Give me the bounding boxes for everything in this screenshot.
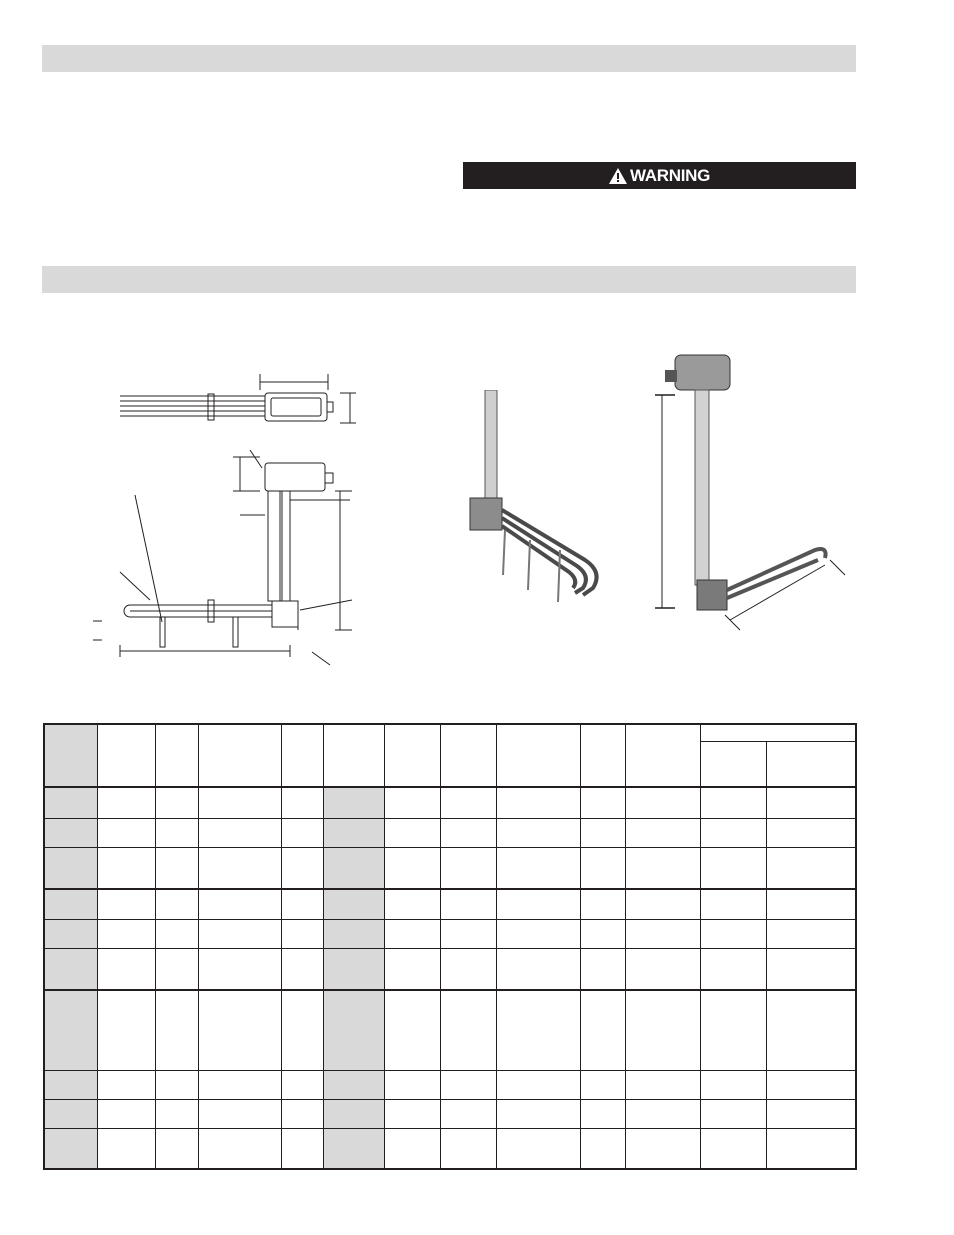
table-cell: [700, 818, 766, 847]
over-the-side-heater-dimension-drawing: [90, 360, 365, 670]
table-cell: [281, 1128, 323, 1169]
table-header-cell: [384, 724, 440, 787]
section-header-bar-top: [42, 45, 856, 72]
table-cell: [580, 990, 625, 1070]
table-cell: [323, 990, 384, 1070]
table-cell: [198, 1128, 281, 1169]
table-cell: [580, 1128, 625, 1169]
table-cell: [440, 787, 496, 818]
l-shaped-heater-photo: [465, 390, 615, 615]
table-cell: [44, 948, 97, 990]
table-row: [44, 990, 856, 1070]
table-cell: [198, 948, 281, 990]
table-cell: [323, 818, 384, 847]
table-cell: [323, 948, 384, 990]
table-cell: [766, 847, 856, 889]
table-cell: [496, 847, 580, 889]
table-cell: [281, 948, 323, 990]
table-cell: [625, 847, 700, 889]
table-cell: [97, 1128, 155, 1169]
table-cell: [155, 847, 198, 889]
table-header-cell: [625, 724, 700, 787]
table-header-row: [44, 724, 856, 741]
l-shaped-heater-with-terminal-box-photo: [640, 350, 855, 635]
table-cell: [440, 948, 496, 990]
table-cell: [44, 889, 97, 919]
table-row: [44, 1128, 856, 1169]
table-cell: [496, 889, 580, 919]
table-cell: [44, 919, 97, 948]
table-cell: [580, 818, 625, 847]
section-header-bar-middle: [42, 266, 856, 293]
warning-label: WARNING: [629, 165, 711, 185]
table-cell: [198, 1070, 281, 1099]
table-cell: [700, 1128, 766, 1169]
table-cell: [323, 1099, 384, 1128]
table-header-cell: [323, 724, 384, 787]
table-cell: [440, 919, 496, 948]
table-cell: [198, 919, 281, 948]
table-cell: [625, 919, 700, 948]
table-cell: [323, 787, 384, 818]
table-cell: [580, 948, 625, 990]
table-header-cell: [440, 724, 496, 787]
table-cell: [496, 787, 580, 818]
table-cell: [44, 1128, 97, 1169]
table-header-cell: [580, 724, 625, 787]
table-cell: [323, 919, 384, 948]
table-cell: [766, 818, 856, 847]
table-row: [44, 1099, 856, 1128]
table-cell: [44, 847, 97, 889]
table-cell: [440, 818, 496, 847]
table-cell: [97, 1099, 155, 1128]
table-cell: [766, 990, 856, 1070]
table-cell: [496, 990, 580, 1070]
table-cell: [496, 818, 580, 847]
table-header-cell: [496, 724, 580, 787]
table-header-cell: [44, 724, 97, 787]
table-cell: [580, 787, 625, 818]
table-cell: [44, 787, 97, 818]
table-cell: [281, 1099, 323, 1128]
table-row: [44, 919, 856, 948]
table-cell: [323, 1070, 384, 1099]
table-cell: [323, 847, 384, 889]
table-cell: [384, 1099, 440, 1128]
table-cell: [384, 1070, 440, 1099]
table-cell: [580, 847, 625, 889]
table-row: [44, 1070, 856, 1099]
table-cell: [700, 990, 766, 1070]
table-cell: [97, 990, 155, 1070]
table-cell: [440, 1070, 496, 1099]
table-cell: [155, 990, 198, 1070]
table-cell: [625, 1099, 700, 1128]
table-row: [44, 889, 856, 919]
table-cell: [155, 919, 198, 948]
table-cell: [700, 889, 766, 919]
table-header-cell: [700, 724, 856, 741]
table-cell: [97, 919, 155, 948]
table-cell: [97, 847, 155, 889]
table-cell: [281, 889, 323, 919]
table-cell: [384, 919, 440, 948]
table-cell: [496, 1070, 580, 1099]
table-header-cell: [97, 724, 155, 787]
table-cell: [625, 948, 700, 990]
table-header-cell: [766, 741, 856, 787]
table-cell: [198, 847, 281, 889]
table-cell: [281, 990, 323, 1070]
table-cell: [384, 818, 440, 847]
table-cell: [97, 787, 155, 818]
table-cell: [625, 1128, 700, 1169]
warning-triangle-icon: [609, 168, 627, 184]
table-cell: [155, 787, 198, 818]
table-cell: [198, 1099, 281, 1128]
table-cell: [198, 889, 281, 919]
table-cell: [155, 889, 198, 919]
table-cell: [384, 990, 440, 1070]
table-header-cell: [700, 741, 766, 787]
table-cell: [766, 919, 856, 948]
table-cell: [198, 787, 281, 818]
table-cell: [766, 1099, 856, 1128]
table-cell: [625, 990, 700, 1070]
specification-table: [43, 723, 857, 1170]
table-cell: [44, 1099, 97, 1128]
table-cell: [97, 1070, 155, 1099]
table-cell: [323, 1128, 384, 1169]
table-cell: [97, 948, 155, 990]
table-cell: [384, 889, 440, 919]
table-row: [44, 818, 856, 847]
table-cell: [440, 847, 496, 889]
table-cell: [440, 889, 496, 919]
table-cell: [580, 889, 625, 919]
table-cell: [384, 847, 440, 889]
table-cell: [766, 1070, 856, 1099]
table-cell: [440, 990, 496, 1070]
table-cell: [766, 1128, 856, 1169]
table-cell: [97, 818, 155, 847]
table-cell: [625, 1070, 700, 1099]
table-cell: [580, 919, 625, 948]
table-cell: [700, 787, 766, 818]
table-cell: [700, 1099, 766, 1128]
table-cell: [580, 1070, 625, 1099]
table-cell: [700, 847, 766, 889]
table-cell: [700, 919, 766, 948]
table-cell: [496, 1128, 580, 1169]
table-row: [44, 787, 856, 818]
table-row: [44, 948, 856, 990]
table-cell: [155, 948, 198, 990]
table-cell: [496, 919, 580, 948]
table-cell: [625, 889, 700, 919]
table-cell: [281, 919, 323, 948]
table-cell: [766, 787, 856, 818]
table-cell: [281, 1070, 323, 1099]
table-cell: [44, 818, 97, 847]
table-header-cell: [198, 724, 281, 787]
table-cell: [440, 1099, 496, 1128]
table-header-cell: [281, 724, 323, 787]
table-cell: [384, 1128, 440, 1169]
table-cell: [97, 889, 155, 919]
table-cell: [155, 818, 198, 847]
table-cell: [625, 787, 700, 818]
table-cell: [384, 948, 440, 990]
table-cell: [44, 1070, 97, 1099]
table-cell: [155, 1070, 198, 1099]
table-cell: [496, 1099, 580, 1128]
table-cell: [155, 1128, 198, 1169]
table-cell: [155, 1099, 198, 1128]
table-cell: [281, 818, 323, 847]
table-cell: [766, 889, 856, 919]
table-row: [44, 847, 856, 889]
table-cell: [44, 990, 97, 1070]
table-cell: [198, 990, 281, 1070]
table-cell: [384, 787, 440, 818]
table-cell: [625, 818, 700, 847]
table-cell: [440, 1128, 496, 1169]
table-cell: [580, 1099, 625, 1128]
table-cell: [496, 948, 580, 990]
table-cell: [700, 1070, 766, 1099]
table-header-cell: [155, 724, 198, 787]
table-cell: [281, 787, 323, 818]
table-cell: [198, 818, 281, 847]
warning-banner: [463, 162, 856, 189]
table-cell: [766, 948, 856, 990]
table-cell: [323, 889, 384, 919]
table-cell: [700, 948, 766, 990]
table-cell: [281, 847, 323, 889]
